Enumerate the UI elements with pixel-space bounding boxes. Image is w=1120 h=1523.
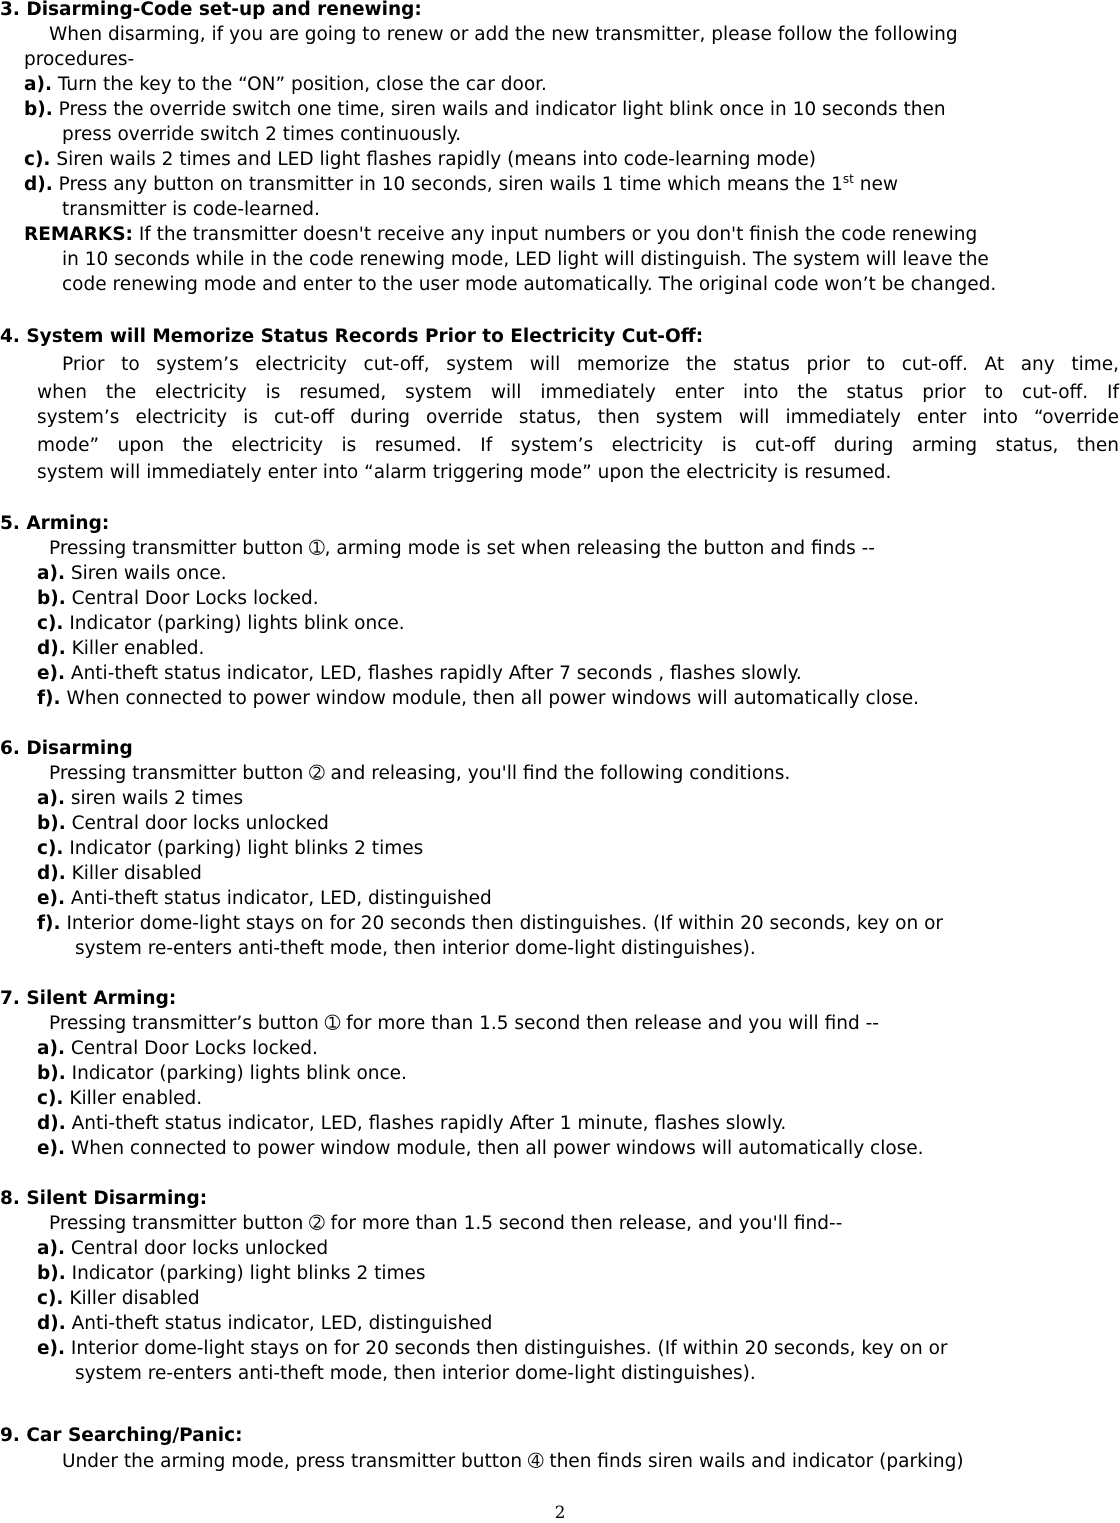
item-text: siren wails 2 times — [70, 788, 244, 809]
item-text: Anti-theft status indicator, LED, flashes rapidly After 7 seconds , flashes slowly. — [70, 663, 802, 684]
item-label: f). — [37, 688, 61, 709]
remarks-text: If the transmitter doesn't receive any input numbers or you don't finish the code renewing — [138, 224, 978, 245]
section-3-intro-cont: procedures- — [24, 49, 135, 70]
section-8-heading: 8. Silent Disarming: — [0, 1188, 208, 1209]
item-text: Siren wails 2 times and LED light flashes rapidly (means into code-learning mode) — [56, 149, 816, 170]
section-4-paragraph-line: mode” upon the electricity is resumed. If system’s electricity is cut-off during arming status, then — [37, 435, 1119, 456]
item-label: e). — [37, 1138, 66, 1159]
item-text: Indicator (parking) light blinks 2 times — [71, 1263, 426, 1284]
section-4-heading: 4. System will Memorize Status Records Prior to Electricity Cut-Off: — [0, 326, 704, 347]
item-text-cont: system re-enters anti-theft mode, then interior dome-light distinguishes). — [75, 938, 756, 959]
item-text: Turn the key to the “ON” position, close the car door. — [57, 74, 547, 95]
item-text: Anti-theft status indicator, LED, distinguished — [71, 1313, 493, 1334]
section-9-intro: Under the arming mode, press transmitter button ➃ then finds siren wails and indicator (parking) — [62, 1451, 964, 1472]
item-label: b). — [37, 1063, 66, 1084]
item-text: Interior dome-light stays on for 20 seconds then distinguishes. (If within 20 seconds, key on or — [70, 1338, 948, 1359]
section-4-paragraph-line: Prior to system’s electricity cut-off, system will memorize the status prior to cut-off. At any time, — [62, 354, 1119, 375]
list-item — [37, 1311, 492, 1336]
item-label: f). — [37, 913, 61, 934]
item-label: b). — [24, 99, 53, 120]
item-label: a). — [37, 1038, 65, 1059]
list-item — [37, 1136, 924, 1161]
item-text: Anti-theft status indicator, LED, flashes rapidly After 1 minute, flashes slowly. — [71, 1113, 787, 1134]
item-label: a). — [37, 1238, 65, 1259]
section-6-intro: Pressing transmitter button ➁ and releasing, you'll find the following conditions. — [49, 763, 791, 784]
item-label: d). — [24, 174, 53, 195]
list-item — [24, 97, 946, 122]
list-item — [37, 886, 492, 911]
remarks — [24, 222, 977, 247]
section-7-intro: Pressing transmitter’s button ➀ for more than 1.5 second then release and you will find -- — [49, 1013, 879, 1034]
item-label: a). — [37, 788, 65, 809]
remarks-text-cont: code renewing mode and enter to the user mode automatically. The original code won’t be changed. — [62, 274, 997, 295]
section-7-heading: 7. Silent Arming: — [0, 988, 177, 1009]
list-item — [24, 147, 816, 172]
item-text-cont: press override switch 2 times continuously. — [62, 124, 462, 145]
list-item — [37, 1061, 407, 1086]
superscript: st — [842, 172, 854, 186]
list-item — [37, 1036, 318, 1061]
item-text: Indicator (parking) light blinks 2 times — [69, 838, 424, 859]
item-text: When connected to power window module, then all power windows will automatically close. — [66, 688, 920, 709]
item-label: e). — [37, 888, 66, 909]
item-text: Central Door Locks locked. — [70, 1038, 318, 1059]
list-item — [37, 586, 319, 611]
item-text: Siren wails once. — [70, 563, 227, 584]
list-item — [24, 172, 898, 197]
item-text-cont: system re-enters anti-theft mode, then interior dome-light distinguishes). — [75, 1363, 756, 1384]
section-4-paragraph-line: system’s electricity is cut-off during override status, then system will immediately enter into “override — [37, 407, 1119, 428]
item-text: Anti-theft status indicator, LED, distinguished — [70, 888, 492, 909]
item-label: a). — [24, 74, 52, 95]
item-text: When connected to power window module, then all power windows will automatically close. — [70, 1138, 924, 1159]
section-4-paragraph-line: when the electricity is resumed, system will immediately enter into the status prior to cut-off. If — [37, 382, 1119, 403]
item-text: Killer enabled. — [69, 1088, 203, 1109]
list-item — [37, 661, 802, 686]
list-item — [37, 836, 423, 861]
item-text: Central door locks unlocked — [71, 813, 329, 834]
section-9-heading: 9. Car Searching/Panic: — [0, 1425, 243, 1446]
item-text: Press the override switch one time, siren wails and indicator light blink once in 10 seconds then — [58, 99, 946, 120]
section-3-heading: 3. Disarming-Code set-up and renewing: — [0, 0, 422, 20]
list-item — [37, 861, 202, 886]
item-label: e). — [37, 1338, 66, 1359]
remarks-text-cont: in 10 seconds while in the code renewing mode, LED light will distinguish. The system will leave the — [62, 249, 989, 270]
list-item — [37, 1086, 202, 1111]
item-text: Central door locks unlocked — [70, 1238, 329, 1259]
item-label: d). — [37, 863, 66, 884]
list-item — [37, 686, 919, 711]
item-label: a). — [37, 563, 65, 584]
item-text: Indicator (parking) lights blink once. — [69, 613, 405, 634]
list-item — [37, 1111, 786, 1136]
list-item — [37, 1286, 200, 1311]
item-label: e). — [37, 663, 66, 684]
section-6-heading: 6. Disarming — [0, 738, 133, 759]
page-number: 2 — [554, 1503, 566, 1523]
item-label: d). — [37, 638, 66, 659]
item-text: Indicator (parking) lights blink once. — [71, 1063, 407, 1084]
list-item — [37, 811, 329, 836]
item-label: d). — [37, 1313, 66, 1334]
item-label: d). — [37, 1113, 66, 1134]
item-text: Killer disabled — [69, 1288, 200, 1309]
item-label: b). — [37, 588, 66, 609]
list-item — [37, 636, 204, 661]
item-text: Interior dome-light stays on for 20 seconds then distinguishes. (If within 20 seconds, key on or — [66, 913, 944, 934]
item-text: Killer enabled. — [71, 638, 205, 659]
list-item — [37, 1236, 328, 1261]
list-item — [37, 611, 405, 636]
item-label: c). — [37, 1288, 64, 1309]
section-3-intro: When disarming, if you are going to renew or add the new transmitter, please follow the following — [49, 24, 958, 45]
section-4-paragraph-line: system will immediately enter into “alarm triggering mode” upon the electricity is resumed. — [37, 462, 892, 483]
item-label: b). — [37, 1263, 66, 1284]
list-item — [37, 911, 943, 936]
list-item — [37, 561, 227, 586]
item-label: c). — [37, 838, 64, 859]
item-text-cont: transmitter is code-learned. — [62, 199, 320, 220]
item-text: new — [859, 174, 898, 195]
item-label: b). — [37, 813, 66, 834]
section-5-intro: Pressing transmitter button ➀, arming mode is set when releasing the button and finds -- — [49, 538, 875, 559]
item-text: Central Door Locks locked. — [71, 588, 319, 609]
item-text: Killer disabled — [71, 863, 202, 884]
list-item — [37, 786, 243, 811]
item-label: c). — [24, 149, 51, 170]
list-item — [37, 1336, 948, 1361]
section-8-intro: Pressing transmitter button ➁ for more than 1.5 second then release, and you'll find-- — [49, 1213, 843, 1234]
item-text: Press any button on transmitter in 10 seconds, siren wails 1 time which means the 1 — [58, 174, 843, 195]
list-item — [37, 1261, 426, 1286]
item-label: c). — [37, 613, 64, 634]
item-label: c). — [37, 1088, 64, 1109]
list-item — [24, 72, 547, 97]
section-5-heading: 5. Arming: — [0, 513, 110, 534]
remarks-label: REMARKS: — [24, 224, 133, 245]
